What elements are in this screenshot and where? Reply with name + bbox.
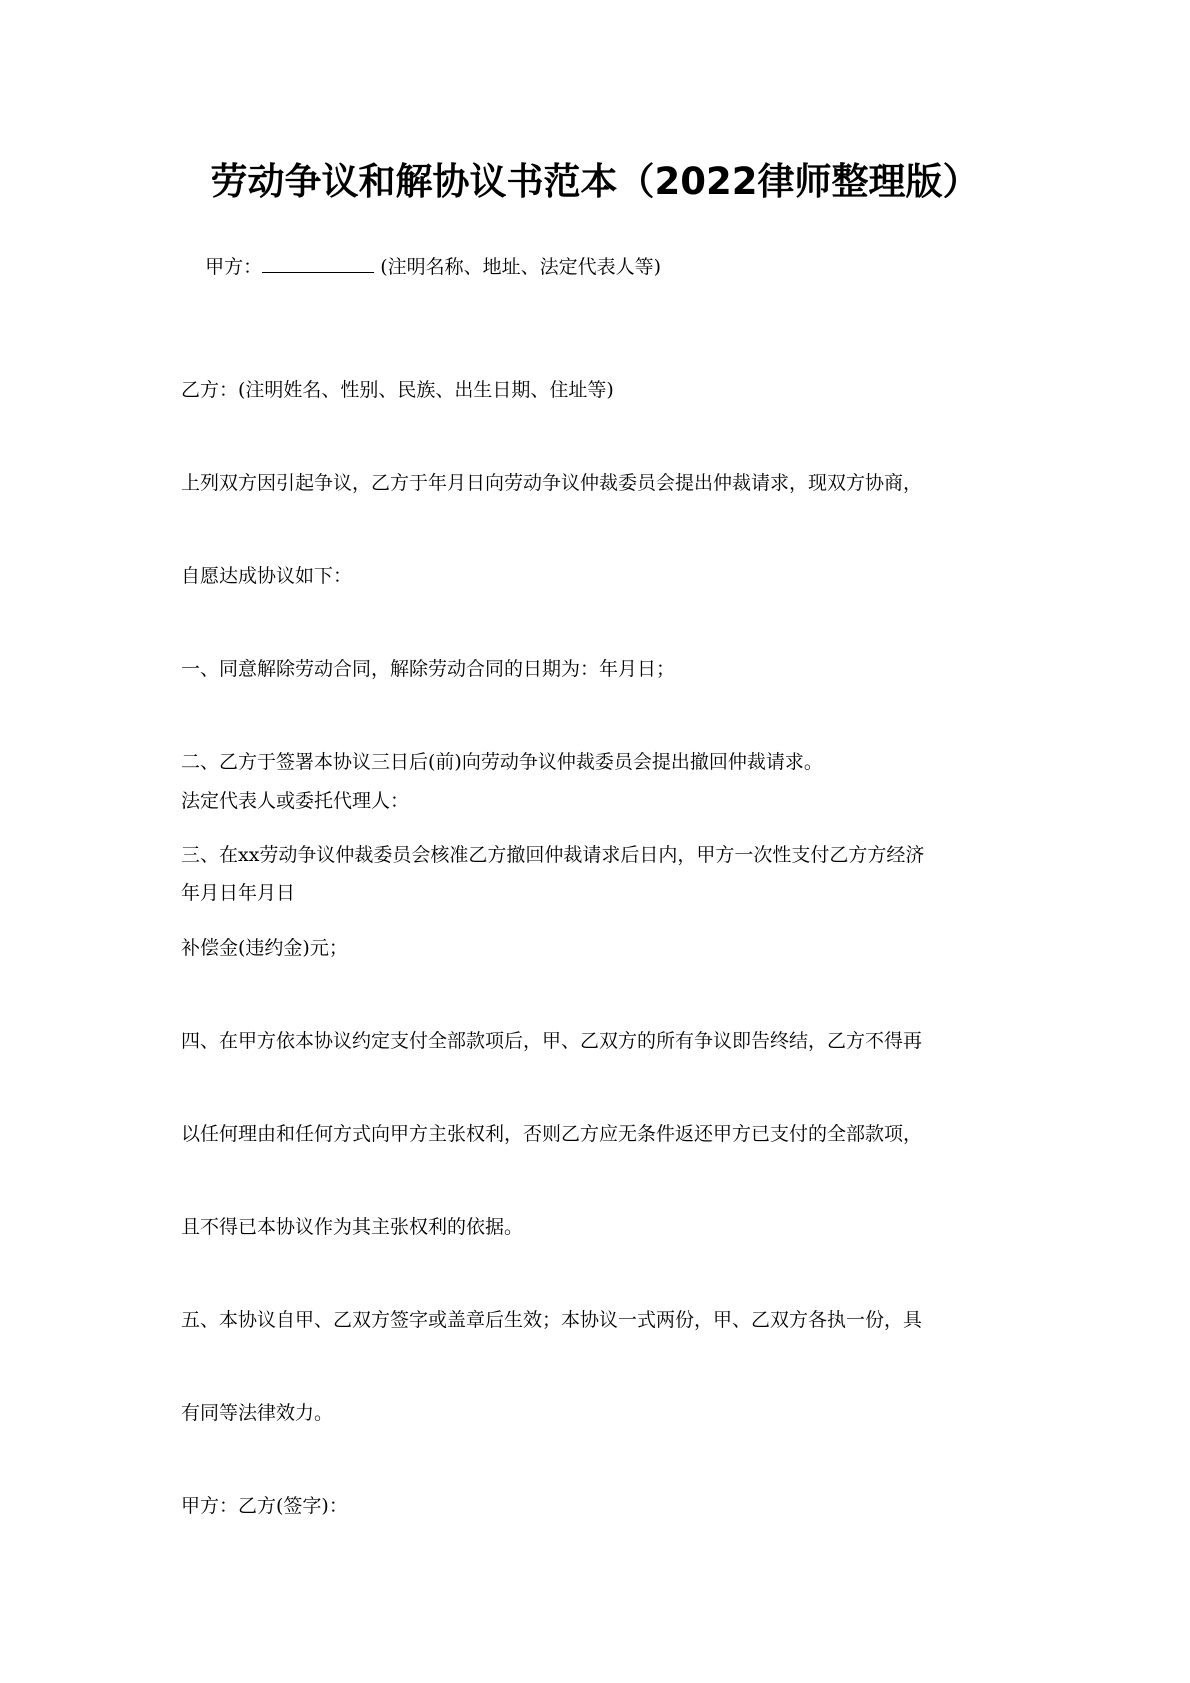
representative-line: 法定代表人或委托代理人： [181,790,410,812]
clause-5-line: 五、本协议自甲、乙双方签字或盖章后生效；本协议一式两份，甲、乙双方各执一份，具 [181,1309,923,1331]
clause-4-line: 以任何理由和任何方式向甲方主张权利，否则乙方应无条件返还甲方已支付的全部款项， [181,1123,923,1145]
clause-1: 一、同意解除劳动合同，解除劳动合同的日期为：年月日； [181,658,676,680]
intro-line: 自愿达成协议如下： [181,565,353,587]
party-a-blank-field [262,256,374,273]
document-title: 劳动争议和解协议书范本（2022律师整理版） [210,160,980,203]
clause-3-line: 补偿金(违约金)元； [181,937,348,959]
clause-2: 二、乙方于签署本协议三日后(前)向劳动争议仲裁委员会提出撤回仲裁请求。 [181,751,823,773]
party-a-line [181,221,1011,314]
intro-line: 上列双方因引起争议，乙方于年月日向劳动争议仲裁委员会提出仲裁请求，现双方协商， [181,472,923,494]
clause-3-line: 三、在xx劳动争议仲裁委员会核准乙方撤回仲裁请求后日内，甲方一次性支付乙方方经济 [181,844,925,866]
date-line: 年月日年月日 [181,882,296,904]
party-b-line: 乙方：(注明姓名、性别、民族、出生日期、住址等) [181,379,614,401]
party-a-note: (注明名称、地址、法定代表人等) [380,256,662,278]
agreement-body [181,313,1011,1584]
clause-4-line: 四、在甲方依本协议约定支付全部款项后，甲、乙双方的所有争议即告终结，乙方不得再 [181,1030,923,1052]
party-a-label: 甲方： [205,256,263,278]
clause-4-line: 且不得已本协议作为其主张权利的依据。 [181,1216,524,1238]
clause-5-line: 有同等法律效力。 [181,1402,334,1424]
signature-line: 甲方：乙方(签字)： [181,1495,348,1517]
